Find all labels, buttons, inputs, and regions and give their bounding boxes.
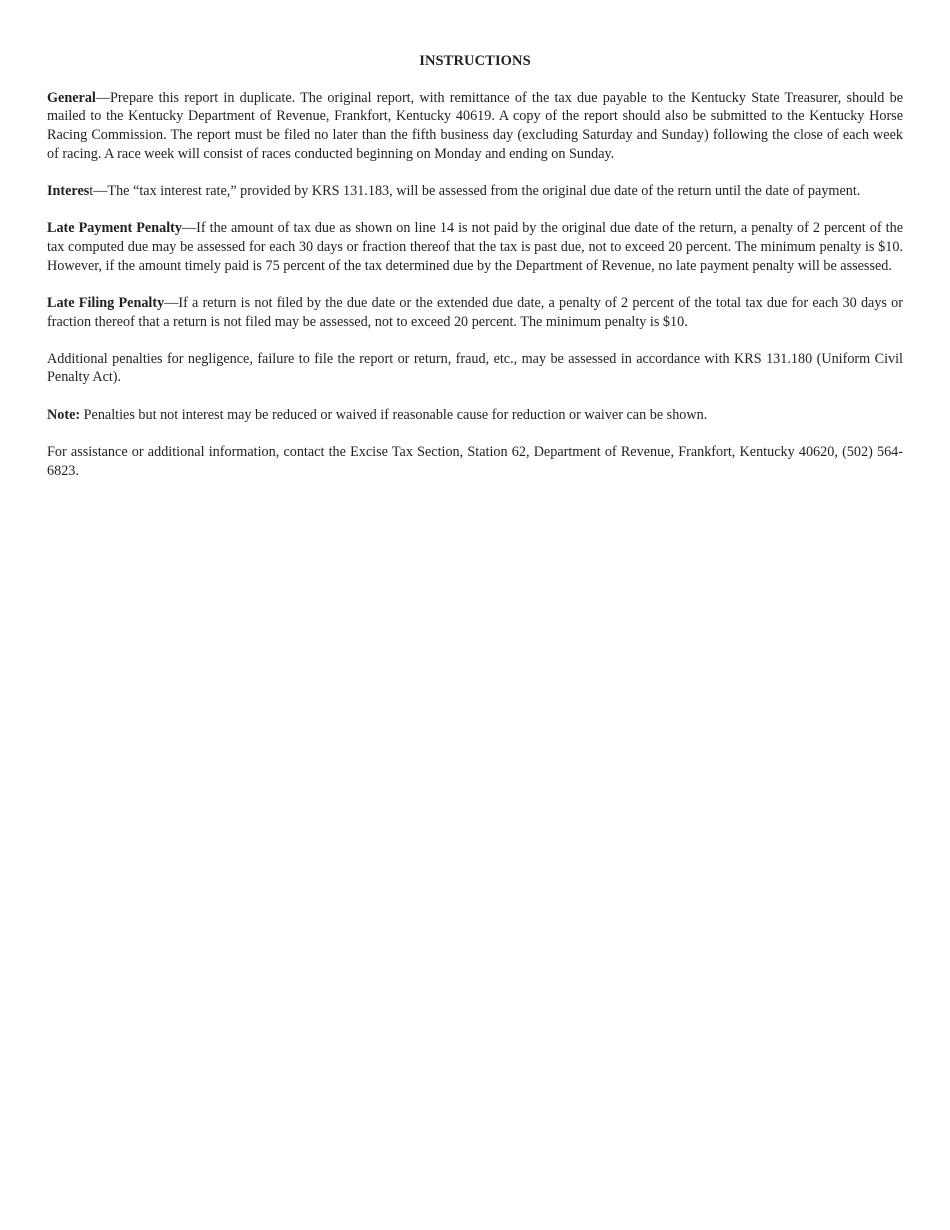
paragraph-body: —Prepare this report in duplicate. The original report, with remittance of the tax due payable to the Kentucky State Treasurer, should be mailed to the Kentucky Department of Revenue, Frankfort, Kentucky 40619. A copy of the report should also be submitted to the Kentucky Horse Racing Commission. The report must be filed no later than the fifth business day (excluding Saturday and Sunday) following the close of each week of racing. A race week will consist of races conducted beginning on Monday and ending on Sunday. (47, 89, 903, 162)
paragraph-heading: Late Payment Penalty (47, 220, 182, 237)
paragraph-heading: Note: (47, 406, 81, 423)
paragraph-body: Additional penalties for negligence, failure to file the report or return, fraud, etc., may be assessed in accordance with KRS 131.180 (Uniform Civil Penalty Act). (47, 350, 903, 386)
instructions-page (47, 52, 903, 499)
paragraph-heading: Late Filing Penalty (47, 294, 165, 311)
general-paragraph (47, 89, 903, 164)
contact-paragraph (47, 443, 903, 480)
interest-paragraph (47, 182, 903, 201)
paragraph-body: For assistance or additional information, contact the Excise Tax Section, Station 62, Department of Revenue, Frankfort, Kentucky 40620, (502) 564-6823. (47, 443, 903, 479)
paragraph-body: Penalties but not interest may be reduced or waived if reasonable cause for reduction or waiver can be shown. (80, 406, 708, 423)
paragraph-body: —If a return is not filed by the due date or the extended due date, a penalty of 2 percent of the total tax due for each 30 days or fraction thereof that a return is not filed may be assessed, not to exceed 20 percent. The minimum penalty is $10. (47, 294, 903, 330)
paragraph-body: t—The “tax interest rate,” provided by KRS 131.183, will be assessed from the original due date of the return until the date of payment. (89, 183, 861, 200)
page-title: INSTRUCTIONS (419, 53, 531, 69)
paragraph-heading: Interes (47, 183, 90, 200)
paragraph-heading: General (47, 89, 96, 106)
note-paragraph (47, 406, 903, 425)
additional-penalties-paragraph (47, 350, 903, 387)
paragraph-body: —If the amount of tax due as shown on line 14 is not paid by the original due date of the return, a penalty of 2 percent of the tax computed due may be assessed for each 30 days or fraction thereof that the tax is past due, not to exceed 20 percent. The minimum penalty is $10. However, if the amount timely paid is 75 percent of the tax determined due by the Department of Revenue, no late payment penalty will be assessed. (47, 220, 903, 274)
late-filing-penalty-paragraph (47, 294, 903, 331)
late-payment-penalty-paragraph (47, 219, 903, 275)
